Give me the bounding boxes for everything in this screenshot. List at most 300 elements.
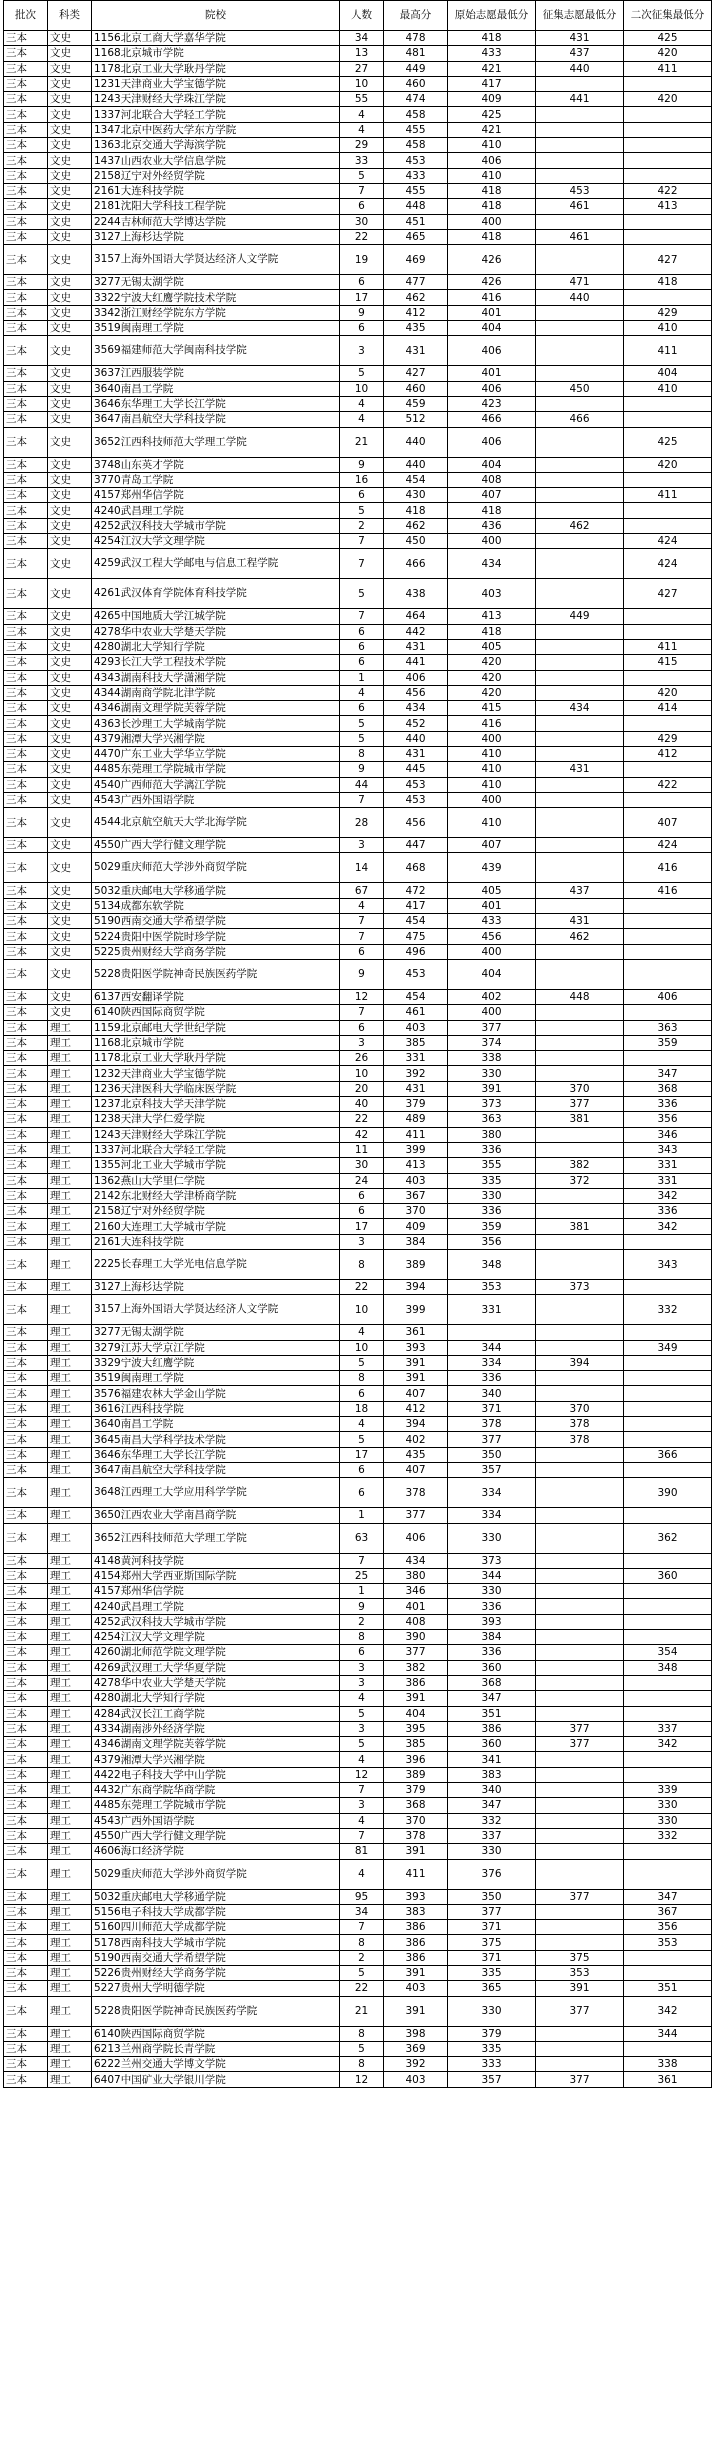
count-cell: 21 — [340, 1996, 384, 2026]
original-min-cell: 330 — [448, 1996, 536, 2026]
original-min-cell: 377 — [448, 1904, 536, 1919]
max-score-cell: 456 — [384, 685, 448, 700]
original-min-cell: 335 — [448, 1173, 536, 1188]
batch-cell: 三本 — [4, 944, 48, 959]
count-cell: 6 — [340, 655, 384, 670]
supplement-min-cell — [536, 655, 624, 670]
batch-cell: 三本 — [4, 1158, 48, 1173]
max-score-cell: 512 — [384, 412, 448, 427]
table-row — [4, 1035, 712, 1050]
second-supplement-min-cell: 336 — [624, 1097, 712, 1112]
count-cell: 10 — [340, 1066, 384, 1081]
school-cell: 4157郑州华信学院 — [92, 1584, 340, 1599]
original-min-cell: 420 — [448, 685, 536, 700]
count-cell: 7 — [340, 183, 384, 198]
supplement-min-cell — [536, 503, 624, 518]
type-cell: 理工 — [48, 1295, 92, 1325]
school-cell: 2158辽宁对外经贸学院 — [92, 1204, 340, 1219]
type-cell: 文史 — [48, 153, 92, 168]
second-supplement-min-cell: 425 — [624, 427, 712, 457]
second-supplement-min-cell — [624, 1401, 712, 1416]
table-row — [4, 2041, 712, 2056]
original-min-cell: 404 — [448, 959, 536, 989]
max-score-cell: 496 — [384, 944, 448, 959]
original-min-cell: 456 — [448, 929, 536, 944]
school-cell: 4261武汉体育学院体育科技学院 — [92, 579, 340, 609]
supplement-min-cell: 394 — [536, 1355, 624, 1370]
table-row — [4, 639, 712, 654]
second-supplement-min-cell: 404 — [624, 366, 712, 381]
count-cell: 5 — [340, 579, 384, 609]
second-supplement-min-cell — [624, 1417, 712, 1432]
header-count: 人数 — [340, 1, 384, 31]
count-cell: 1 — [340, 1508, 384, 1523]
supplement-min-cell — [536, 1553, 624, 1568]
second-supplement-min-cell — [624, 1462, 712, 1477]
max-score-cell: 475 — [384, 929, 448, 944]
batch-cell: 三本 — [4, 1981, 48, 1996]
supplement-min-cell: 462 — [536, 518, 624, 533]
max-score-cell: 407 — [384, 1386, 448, 1401]
type-cell: 文史 — [48, 808, 92, 838]
max-score-cell: 413 — [384, 1158, 448, 1173]
original-min-cell: 374 — [448, 1035, 536, 1050]
type-cell: 文史 — [48, 944, 92, 959]
max-score-cell: 384 — [384, 1234, 448, 1249]
type-cell: 理工 — [48, 1859, 92, 1889]
table-row — [4, 1234, 712, 1249]
type-cell: 文史 — [48, 503, 92, 518]
table-row — [4, 1097, 712, 1112]
max-score-cell: 386 — [384, 1675, 448, 1690]
second-supplement-min-cell: 367 — [624, 1904, 712, 1919]
school-cell: 1168北京城市学院 — [92, 46, 340, 61]
original-min-cell: 401 — [448, 305, 536, 320]
batch-cell: 三本 — [4, 1112, 48, 1127]
school-cell: 4540广西师范大学漓江学院 — [92, 777, 340, 792]
count-cell: 6 — [340, 701, 384, 716]
table-row — [4, 229, 712, 244]
school-cell: 4254江汉大学文理学院 — [92, 534, 340, 549]
supplement-min-cell — [536, 944, 624, 959]
supplement-min-cell — [536, 2026, 624, 2041]
table-row — [4, 1691, 712, 1706]
original-min-cell: 410 — [448, 762, 536, 777]
original-min-cell: 340 — [448, 1386, 536, 1401]
max-score-cell: 392 — [384, 1066, 448, 1081]
batch-cell: 三本 — [4, 107, 48, 122]
max-score-cell: 462 — [384, 518, 448, 533]
batch-cell: 三本 — [4, 1355, 48, 1370]
supplement-min-cell: 377 — [536, 1996, 624, 2026]
second-supplement-min-cell: 418 — [624, 275, 712, 290]
max-score-cell: 370 — [384, 1813, 448, 1828]
table-row — [4, 1005, 712, 1020]
supplement-min-cell — [536, 2041, 624, 2056]
school-cell: 2225长春理工大学光电信息学院 — [92, 1250, 340, 1280]
max-score-cell: 431 — [384, 336, 448, 366]
max-score-cell: 435 — [384, 1447, 448, 1462]
max-score-cell: 396 — [384, 1752, 448, 1767]
max-score-cell: 469 — [384, 245, 448, 275]
type-cell: 理工 — [48, 1568, 92, 1583]
max-score-cell: 331 — [384, 1051, 448, 1066]
original-min-cell: 363 — [448, 1112, 536, 1127]
table-row — [4, 245, 712, 275]
batch-cell: 三本 — [4, 670, 48, 685]
original-min-cell: 330 — [448, 1584, 536, 1599]
type-cell: 文史 — [48, 518, 92, 533]
school-cell: 4157郑州华信学院 — [92, 488, 340, 503]
batch-cell: 三本 — [4, 472, 48, 487]
school-cell: 3748山东英才学院 — [92, 457, 340, 472]
table-row — [4, 1904, 712, 1919]
original-min-cell: 375 — [448, 1935, 536, 1950]
supplement-min-cell — [536, 1066, 624, 1081]
school-cell: 5190西南交通大学希望学院 — [92, 1950, 340, 1965]
count-cell: 13 — [340, 46, 384, 61]
count-cell: 17 — [340, 1447, 384, 1462]
second-supplement-min-cell: 412 — [624, 746, 712, 761]
batch-cell: 三本 — [4, 488, 48, 503]
supplement-min-cell: 440 — [536, 61, 624, 76]
max-score-cell: 448 — [384, 199, 448, 214]
second-supplement-min-cell: 354 — [624, 1645, 712, 1660]
count-cell: 8 — [340, 1250, 384, 1280]
original-min-cell: 386 — [448, 1721, 536, 1736]
type-cell: 理工 — [48, 1371, 92, 1386]
second-supplement-min-cell — [624, 670, 712, 685]
type-cell: 文史 — [48, 229, 92, 244]
second-supplement-min-cell: 416 — [624, 853, 712, 883]
batch-cell: 三本 — [4, 1706, 48, 1721]
count-cell: 24 — [340, 1173, 384, 1188]
supplement-min-cell: 431 — [536, 31, 624, 46]
supplement-min-cell: 466 — [536, 412, 624, 427]
table-row — [4, 1614, 712, 1629]
type-cell: 文史 — [48, 853, 92, 883]
school-cell: 4265中国地质大学江城学院 — [92, 609, 340, 624]
original-min-cell: 334 — [448, 1355, 536, 1370]
batch-cell: 三本 — [4, 624, 48, 639]
type-cell: 文史 — [48, 46, 92, 61]
batch-cell: 三本 — [4, 1020, 48, 1035]
type-cell: 理工 — [48, 1523, 92, 1553]
original-min-cell: 347 — [448, 1798, 536, 1813]
supplement-min-cell — [536, 1142, 624, 1157]
school-cell: 6140陕西国际商贸学院 — [92, 2026, 340, 2041]
original-min-cell: 400 — [448, 792, 536, 807]
original-min-cell: 371 — [448, 1920, 536, 1935]
school-cell: 3652江西科技师范大学理工学院 — [92, 427, 340, 457]
supplement-min-cell: 471 — [536, 275, 624, 290]
max-score-cell: 346 — [384, 1584, 448, 1599]
table-row — [4, 1553, 712, 1568]
type-cell: 理工 — [48, 1417, 92, 1432]
table-row — [4, 701, 712, 716]
count-cell: 6 — [340, 1478, 384, 1508]
table-row — [4, 579, 712, 609]
original-min-cell: 377 — [448, 1020, 536, 1035]
type-cell: 文史 — [48, 624, 92, 639]
table-row — [4, 1645, 712, 1660]
school-cell: 4278华中农业大学楚天学院 — [92, 624, 340, 639]
type-cell: 理工 — [48, 1250, 92, 1280]
type-cell: 文史 — [48, 396, 92, 411]
school-cell: 6213兰州商学院长青学院 — [92, 2041, 340, 2056]
table-row — [4, 1996, 712, 2026]
original-min-cell: 344 — [448, 1340, 536, 1355]
table-row — [4, 898, 712, 913]
batch-cell: 三本 — [4, 381, 48, 396]
second-supplement-min-cell — [624, 1386, 712, 1401]
supplement-min-cell — [536, 1752, 624, 1767]
count-cell: 20 — [340, 1081, 384, 1096]
second-supplement-min-cell — [624, 1614, 712, 1629]
batch-cell: 三本 — [4, 1371, 48, 1386]
count-cell: 18 — [340, 1401, 384, 1416]
count-cell: 5 — [340, 1432, 384, 1447]
school-cell: 2158辽宁对外经贸学院 — [92, 168, 340, 183]
count-cell: 17 — [340, 1219, 384, 1234]
type-cell: 理工 — [48, 1828, 92, 1843]
supplement-min-cell: 381 — [536, 1112, 624, 1127]
original-min-cell: 383 — [448, 1767, 536, 1782]
original-min-cell: 350 — [448, 1447, 536, 1462]
count-cell: 3 — [340, 1721, 384, 1736]
second-supplement-min-cell: 362 — [624, 1523, 712, 1553]
supplement-min-cell — [536, 1767, 624, 1782]
batch-cell: 三本 — [4, 1798, 48, 1813]
max-score-cell: 406 — [384, 1523, 448, 1553]
school-cell: 2142东北财经大学津桥商学院 — [92, 1188, 340, 1203]
original-min-cell: 418 — [448, 183, 536, 198]
school-cell: 1347北京中医药大学东方学院 — [92, 122, 340, 137]
count-cell: 6 — [340, 488, 384, 503]
batch-cell: 三本 — [4, 579, 48, 609]
second-supplement-min-cell — [624, 153, 712, 168]
type-cell: 文史 — [48, 305, 92, 320]
max-score-cell: 454 — [384, 989, 448, 1004]
original-min-cell: 405 — [448, 639, 536, 654]
type-cell: 文史 — [48, 746, 92, 761]
second-supplement-min-cell — [624, 1051, 712, 1066]
second-supplement-min-cell: 338 — [624, 2057, 712, 2072]
school-cell: 4363长沙理工大学城南学院 — [92, 716, 340, 731]
type-cell: 理工 — [48, 1219, 92, 1234]
type-cell: 文史 — [48, 549, 92, 579]
original-min-cell: 373 — [448, 1097, 536, 1112]
supplement-min-cell — [536, 1828, 624, 1843]
school-cell: 4293长江大学工程技术学院 — [92, 655, 340, 670]
second-supplement-min-cell: 332 — [624, 1295, 712, 1325]
supplement-min-cell — [536, 1127, 624, 1142]
batch-cell: 三本 — [4, 229, 48, 244]
supplement-min-cell — [536, 853, 624, 883]
max-score-cell: 377 — [384, 1508, 448, 1523]
supplement-min-cell — [536, 579, 624, 609]
max-score-cell: 453 — [384, 792, 448, 807]
max-score-cell: 450 — [384, 534, 448, 549]
school-cell: 1362燕山大学里仁学院 — [92, 1173, 340, 1188]
count-cell: 42 — [340, 1127, 384, 1142]
school-cell: 1156北京工商大学嘉华学院 — [92, 31, 340, 46]
school-cell: 3329宁波大红鹰学院 — [92, 1355, 340, 1370]
count-cell: 29 — [340, 138, 384, 153]
second-supplement-min-cell: 420 — [624, 92, 712, 107]
second-supplement-min-cell: 332 — [624, 1828, 712, 1843]
table-row — [4, 883, 712, 898]
batch-cell: 三本 — [4, 168, 48, 183]
type-cell: 理工 — [48, 1844, 92, 1859]
max-score-cell: 454 — [384, 914, 448, 929]
supplement-min-cell — [536, 107, 624, 122]
supplement-min-cell: 372 — [536, 1173, 624, 1188]
school-cell: 1232天津商业大学宝德学院 — [92, 1066, 340, 1081]
supplement-min-cell — [536, 1188, 624, 1203]
second-supplement-min-cell: 356 — [624, 1112, 712, 1127]
max-score-cell: 394 — [384, 1417, 448, 1432]
type-cell: 文史 — [48, 107, 92, 122]
count-cell: 6 — [340, 944, 384, 959]
school-cell: 4470广东工业大学华立学院 — [92, 746, 340, 761]
supplement-min-cell — [536, 1234, 624, 1249]
school-cell: 4269武汉理工大学华夏学院 — [92, 1660, 340, 1675]
max-score-cell: 378 — [384, 1828, 448, 1843]
type-cell: 文史 — [48, 989, 92, 1004]
batch-cell: 三本 — [4, 853, 48, 883]
max-score-cell: 361 — [384, 1325, 448, 1340]
supplement-min-cell: 381 — [536, 1219, 624, 1234]
second-supplement-min-cell: 342 — [624, 1737, 712, 1752]
type-cell: 理工 — [48, 1813, 92, 1828]
table-row — [4, 1844, 712, 1859]
supplement-min-cell — [536, 1447, 624, 1462]
second-supplement-min-cell: 361 — [624, 2072, 712, 2087]
count-cell: 9 — [340, 1599, 384, 1614]
count-cell: 7 — [340, 792, 384, 807]
original-min-cell: 401 — [448, 366, 536, 381]
count-cell: 3 — [340, 1798, 384, 1813]
count-cell: 7 — [340, 1005, 384, 1020]
original-min-cell: 402 — [448, 989, 536, 1004]
max-score-cell: 472 — [384, 883, 448, 898]
supplement-min-cell — [536, 1035, 624, 1050]
supplement-min-cell: 353 — [536, 1965, 624, 1980]
table-row — [4, 214, 712, 229]
max-score-cell: 481 — [384, 46, 448, 61]
max-score-cell: 460 — [384, 381, 448, 396]
batch-cell: 三本 — [4, 1660, 48, 1675]
batch-cell: 三本 — [4, 1432, 48, 1447]
second-supplement-min-cell: 411 — [624, 488, 712, 503]
batch-cell: 三本 — [4, 1614, 48, 1629]
count-cell: 21 — [340, 427, 384, 457]
school-cell: 5178西南科技大学城市学院 — [92, 1935, 340, 1950]
count-cell: 9 — [340, 457, 384, 472]
max-score-cell: 474 — [384, 92, 448, 107]
batch-cell: 三本 — [4, 549, 48, 579]
type-cell: 文史 — [48, 336, 92, 366]
max-score-cell: 464 — [384, 609, 448, 624]
count-cell: 5 — [340, 1355, 384, 1370]
school-cell: 3157上海外国语大学贤达经济人文学院 — [92, 245, 340, 275]
batch-cell: 三本 — [4, 929, 48, 944]
type-cell: 理工 — [48, 1752, 92, 1767]
type-cell: 理工 — [48, 1234, 92, 1249]
second-supplement-min-cell — [624, 624, 712, 639]
supplement-min-cell — [536, 1645, 624, 1660]
school-cell: 6137西安翻译学院 — [92, 989, 340, 1004]
second-supplement-min-cell — [624, 929, 712, 944]
type-cell: 文史 — [48, 290, 92, 305]
original-min-cell: 333 — [448, 2057, 536, 2072]
school-cell: 4259武汉工程大学邮电与信息工程学院 — [92, 549, 340, 579]
table-row — [4, 1523, 712, 1553]
original-min-cell: 373 — [448, 1553, 536, 1568]
count-cell: 8 — [340, 746, 384, 761]
type-cell: 理工 — [48, 1204, 92, 1219]
school-cell: 4240武昌理工学院 — [92, 1599, 340, 1614]
school-cell: 4422电子科技大学中山学院 — [92, 1767, 340, 1782]
type-cell: 理工 — [48, 1280, 92, 1295]
second-supplement-min-cell — [624, 1508, 712, 1523]
max-score-cell: 389 — [384, 1250, 448, 1280]
max-score-cell: 368 — [384, 1798, 448, 1813]
table-row — [4, 1355, 712, 1370]
count-cell: 4 — [340, 107, 384, 122]
original-min-cell: 410 — [448, 168, 536, 183]
type-cell: 文史 — [48, 792, 92, 807]
count-cell: 4 — [340, 1859, 384, 1889]
original-min-cell: 340 — [448, 1783, 536, 1798]
batch-cell: 三本 — [4, 1889, 48, 1904]
school-cell: 2161大连科技学院 — [92, 183, 340, 198]
original-min-cell: 417 — [448, 76, 536, 91]
original-min-cell: 368 — [448, 1675, 536, 1690]
batch-cell: 三本 — [4, 61, 48, 76]
second-supplement-min-cell: 425 — [624, 31, 712, 46]
batch-cell: 三本 — [4, 1386, 48, 1401]
second-supplement-min-cell: 427 — [624, 245, 712, 275]
second-supplement-min-cell: 337 — [624, 1721, 712, 1736]
original-min-cell: 405 — [448, 883, 536, 898]
type-cell: 理工 — [48, 1645, 92, 1660]
school-cell: 4334湖南涉外经济学院 — [92, 1721, 340, 1736]
supplement-min-cell — [536, 1295, 624, 1325]
supplement-min-cell — [536, 1478, 624, 1508]
original-min-cell: 359 — [448, 1219, 536, 1234]
count-cell: 34 — [340, 31, 384, 46]
supplement-min-cell — [536, 838, 624, 853]
original-min-cell: 421 — [448, 61, 536, 76]
type-cell: 文史 — [48, 183, 92, 198]
school-cell: 3647南昌航空大学科技学院 — [92, 412, 340, 427]
batch-cell: 三本 — [4, 1462, 48, 1477]
max-score-cell: 412 — [384, 1401, 448, 1416]
batch-cell: 三本 — [4, 518, 48, 533]
count-cell: 2 — [340, 1614, 384, 1629]
school-cell: 4550广西大学行健文理学院 — [92, 838, 340, 853]
original-min-cell: 418 — [448, 503, 536, 518]
count-cell: 25 — [340, 1568, 384, 1583]
max-score-cell: 440 — [384, 427, 448, 457]
table-row — [4, 685, 712, 700]
max-score-cell: 403 — [384, 2072, 448, 2087]
max-score-cell: 435 — [384, 321, 448, 336]
school-cell: 2244吉林师范大学博达学院 — [92, 214, 340, 229]
batch-cell: 三本 — [4, 883, 48, 898]
